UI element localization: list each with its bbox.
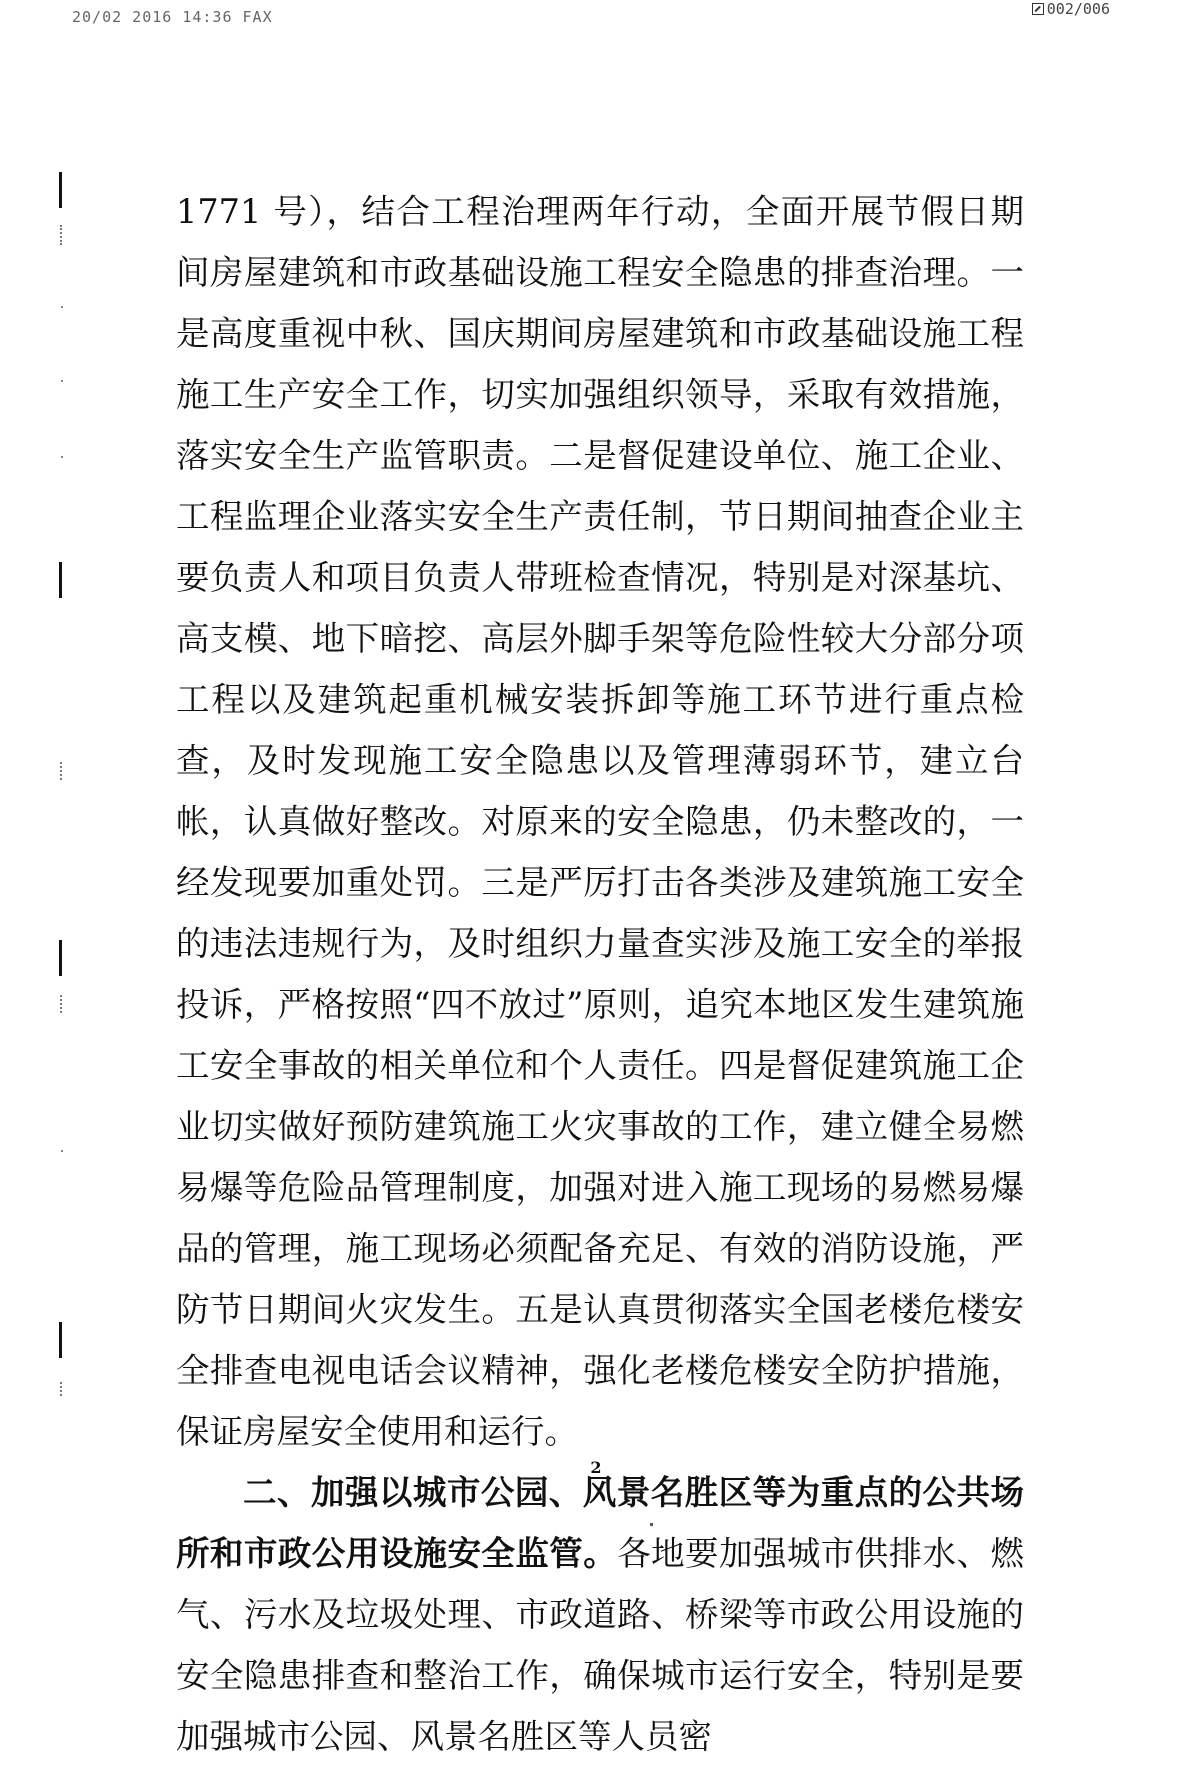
section-2-text: 各地要加强城市供排水、燃气、污水及垃圾处理、市政道路、桥梁等市政公用设施的安全隐患排查和整治工作，确保城市运行安全，特别是要加强城市公园、风景名胜区等人员密 [176, 1534, 1024, 1756]
section-2-heading: 二、加强以城市公园、风景名胜区等为重点的公共场所和市政公用设施安全监管。 [176, 1473, 1024, 1573]
fax-page-counter-text: 002/006 [1046, 0, 1110, 18]
page-number: 2 [590, 1458, 602, 1477]
margin-speck-2 [61, 380, 63, 382]
margin-speck-1 [61, 306, 63, 308]
margin-dots-2 [60, 762, 64, 780]
fax-check-icon [1032, 3, 1044, 15]
margin-speck-4 [61, 1150, 63, 1152]
body-paragraph-1: 1771 号），结合工程治理两年行动，全面开展节假日期间房屋建筑和市政基础设施工程安全隐患的排查治理。一是高度重视中秋、国庆期间房屋建筑和市政基础设施工程施工生产安全工作，切实加强组织领导，采取有效措施，落实安全生产监管职责。二是督促建设单位、施工企业、工程监理企业落实安全生产责任制，节日期间抽查企业主要负责人和项目负责人带班检查情况，特别是对深基坑、高支模、地下暗挖、高层外脚手架等危险性较大分部分项工程以及建筑起重机械安装拆卸等施工环节进行重点检查，及时发现施工安全隐患以及管理薄弱环节，建立台帐，认真做好整改。对原来的安全隐患，仍未整改的，一经发现要加重处罚。三是严厉打击各类涉及建筑施工安全的违法违规行为，及时组织力量查实涉及施工安全的举报投诉，严格按照“四不放过”原则，追究本地区发生建筑施工安全事故的相关单位和个人责任。四是督促建筑施工企业切实做好预防建筑施工火灾事故的工作，建立健全易燃易爆等危险品管理制度，加强对进入施工现场的易燃易爆品的管理，施工现场必须配备充足、有效的消防设施，严防节日期间火灾发生。五是认真贯彻落实全国老楼危楼安全排查电视电话会议精神，强化老楼危楼安全防护措施，保证房屋安全使用和运行。 [176, 192, 1024, 1451]
margin-bar-4 [59, 1322, 62, 1358]
margin-bar-3 [59, 940, 62, 976]
margin-bar-2 [59, 562, 62, 598]
margin-dots-4 [60, 1382, 64, 1396]
body-paragraph-2 [176, 1462, 1024, 1767]
scan-speck [650, 1523, 653, 1526]
fax-header-timestamp: 20/02 2016 14:36 FAX [72, 8, 273, 26]
document-body [176, 181, 1024, 1767]
fax-header-page-counter [1032, 0, 1110, 18]
margin-speck-3 [61, 456, 63, 458]
margin-bar-1 [59, 172, 62, 208]
margin-dots-3 [60, 995, 64, 1013]
margin-dots-1 [60, 225, 64, 245]
